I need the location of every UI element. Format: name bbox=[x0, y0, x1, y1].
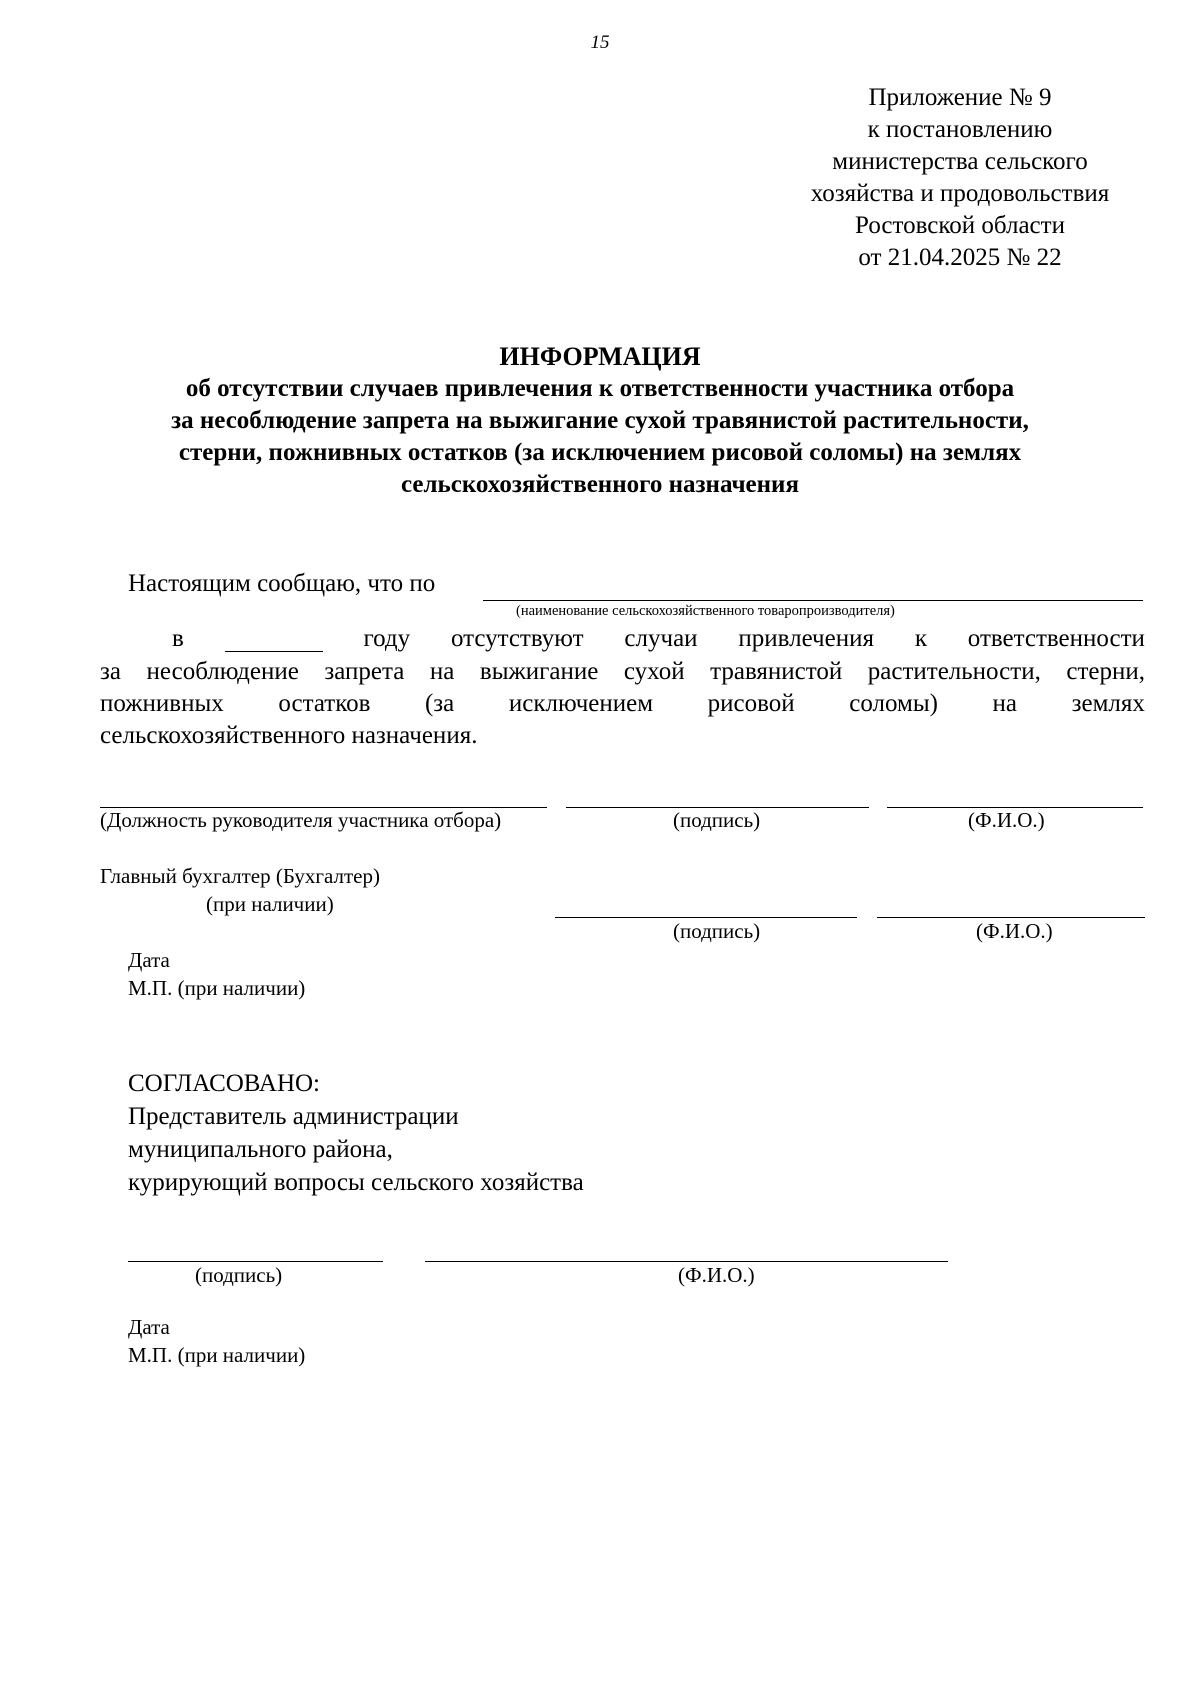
word: на bbox=[992, 690, 1018, 717]
word: соломы) bbox=[849, 690, 938, 717]
word: землях bbox=[1071, 690, 1145, 717]
accountant-label: Главный бухгалтер (Бухгалтер) bbox=[100, 864, 380, 888]
approval-heading: СОГЛАСОВАНО: bbox=[128, 1070, 321, 1097]
word: отсутствуют bbox=[450, 625, 584, 652]
word: пожнивных bbox=[100, 690, 224, 717]
approval-signature-field[interactable] bbox=[128, 1261, 383, 1262]
appendix-line: Ростовской области bbox=[855, 212, 1065, 239]
approval-line: курирующий вопросы сельского хозяйства bbox=[128, 1169, 584, 1196]
year-field[interactable] bbox=[225, 625, 323, 652]
stamp-label: М.П. (при наличии) bbox=[128, 976, 306, 1000]
producer-name-field[interactable] bbox=[483, 600, 1143, 601]
fio-label: (Ф.И.О.) bbox=[968, 808, 1045, 832]
word: в bbox=[172, 625, 184, 652]
page-number: 15 bbox=[590, 32, 610, 53]
appendix-line: хозяйства и продовольствия bbox=[810, 180, 1110, 207]
word: рисовой bbox=[707, 690, 795, 717]
date-label: Дата bbox=[128, 948, 170, 972]
approval-fio-field[interactable] bbox=[425, 1261, 948, 1262]
signature-label: (подпись) bbox=[673, 808, 761, 832]
word: к bbox=[914, 625, 927, 652]
appendix-block bbox=[760, 82, 1160, 274]
word: случаи bbox=[624, 625, 698, 652]
approval-stamp-label: М.П. (при наличии) bbox=[128, 1343, 306, 1367]
appendix-line: Приложение № 9 bbox=[868, 84, 1052, 111]
title-main: ИНФОРМАЦИЯ bbox=[499, 342, 701, 371]
approval-signature-label: (подпись) bbox=[195, 1263, 283, 1287]
intro-text: Настоящим сообщаю, что по bbox=[128, 570, 436, 597]
accountant-fio-field[interactable] bbox=[877, 917, 1145, 918]
word: привлечения bbox=[738, 625, 874, 652]
word: году bbox=[363, 625, 411, 652]
appendix-line: к постановлению bbox=[867, 116, 1053, 143]
title-line: об отсутствии случаев привлечения к ответственности участника отбора bbox=[185, 375, 1015, 402]
accountant-optional: (при наличии) bbox=[206, 892, 334, 916]
body-line-2 bbox=[100, 625, 1145, 653]
appendix-line: министерства сельского bbox=[832, 148, 1088, 175]
word: остатков bbox=[278, 690, 371, 717]
title-line: стерни, пожнивных остатков (за исключением рисовой соломы) на землях bbox=[178, 439, 1022, 466]
accountant-fio-label: (Ф.И.О.) bbox=[976, 919, 1053, 943]
word: (за bbox=[424, 690, 455, 717]
approval-fio-label: (Ф.И.О.) bbox=[678, 1263, 755, 1287]
position-label: (Должность руководителя участника отбора) bbox=[100, 808, 502, 832]
title-line: за несоблюдение запрета на выжигание сухой травянистой растительности, bbox=[171, 407, 1029, 434]
accountant-signature-label: (подпись) bbox=[673, 919, 761, 943]
word: исключением bbox=[508, 690, 654, 717]
body-line-3: за несоблюдение запрета на выжигание сухой травянистой растительности, стерни, bbox=[100, 658, 1145, 685]
appendix-line: от 21.04.2025 № 22 bbox=[858, 244, 1062, 271]
word: ответственности bbox=[967, 625, 1145, 652]
title-line: сельскохозяйственного назначения bbox=[401, 471, 799, 498]
approval-line: Представитель администрации bbox=[128, 1103, 459, 1130]
approval-date-label: Дата bbox=[128, 1315, 170, 1339]
document-title bbox=[100, 341, 1100, 501]
producer-hint: (наименование сельскохозяйственного товаропроизводителя) bbox=[516, 603, 895, 619]
approval-line: муниципального района, bbox=[128, 1136, 393, 1163]
body-line-4 bbox=[100, 690, 1145, 718]
accountant-signature-field[interactable] bbox=[555, 917, 857, 918]
body-line-5: сельскохозяйственного назначения. bbox=[100, 722, 478, 749]
